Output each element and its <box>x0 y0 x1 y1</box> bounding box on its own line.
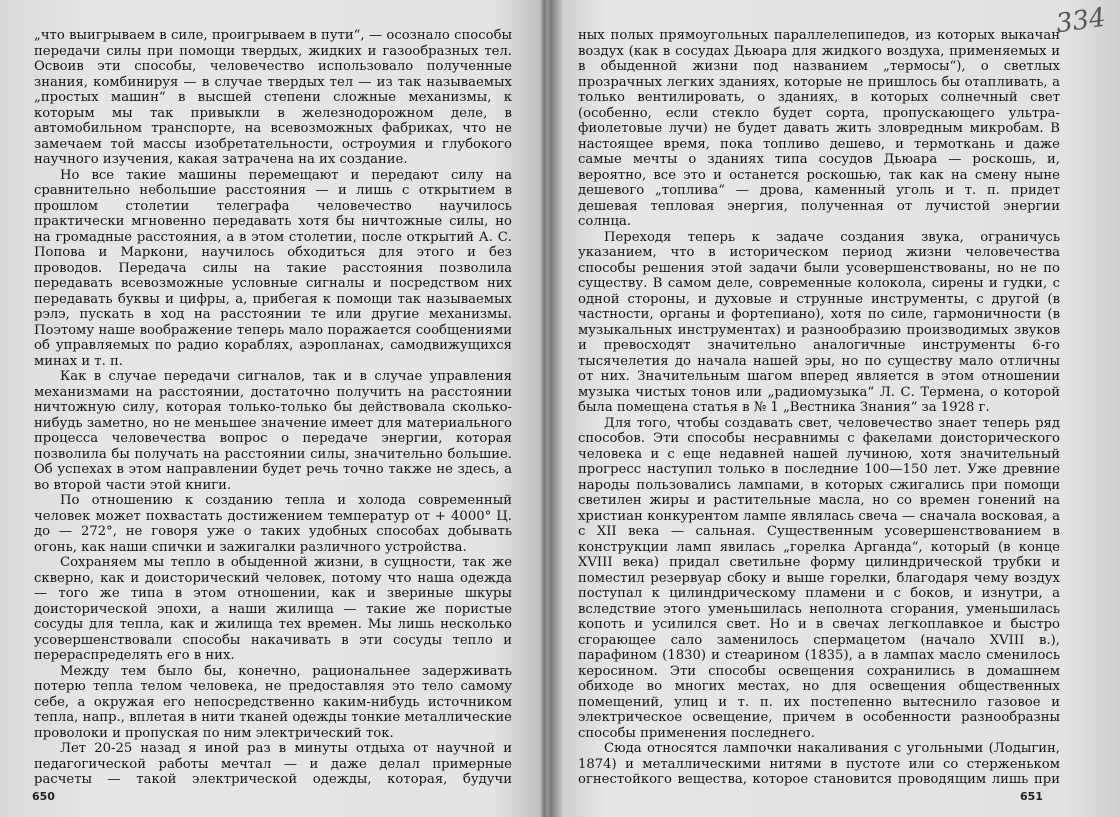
book-gutter <box>540 0 548 817</box>
left-paragraph-6: Между тем было бы, конечно, рациональнее задерживать потерю тепла телом человека, не предоставляя это тело самому себе, а окружая его непосредственно каким-нибудь источником тепла, напр., вплетая в нити тканей одежды тонкие металлические проволоки и пропуская по ним электрический ток. <box>34 663 512 741</box>
left-paragraph-2: Но все такие машины перемещают и передают силу на сравнительно небольшие расстояния — и лишь с открытием в прошлом столетии телеграфа человечество научилось практически мгновенно передавать хотя бы ничтожные силы, но на громадные расстояния, а в этом столетии, после открытий А. С. Попова и Маркони, научилось обходиться для этого и без проводов. Передача силы на такие расстояния позволила передавать всевозможные условные сигналы и посредством них передавать буквы и цифры, а, прибегая к помощи так называемых рэлэ, пускать в ход на расстоянии те или другие механизмы. Поэтому наше воображение теперь мало поражается сообщениями об управляемых по радио кораблях, аэропланах, самодвижущихся минах и т. п. <box>34 167 512 369</box>
right-paragraph-3: Для того, чтобы создавать свет, человечество знает теперь ряд способов. Эти способы несравнимы с факелами доисторического человека и с еще недавней нашей лучиною, хотя значительный прогресс наступил только в последние 100—150 лет. Уже древние народы пользовались лампами, в которых сжигались при помощи светилен жиры и растительные масла, но со времен гонений на христиан конкурентом лампе являлась свеча — сначала восковая, а с XII века — сальная. Существенным усовершенствованием в конструкции ламп явилась „горелка Арганда“, который (в конце XVIII века) придал светильне форму цилиндрической трубки и поместил резервуар сбоку и выше горелки, благодаря чему воздух поступал к цилиндрическому пламени и с боков, и изнутри, а вследствие этого уменьшилась неполнота сгорания, уменьшилась копоть и усилился свет. Но и в свечах легкоплавкое и быстро сгорающее сало заменилось спермацетом (начало XVIII в.), парафином (1830) и стеарином (1835), а в лампах масло сменилось керосином. Эти способы освещения сохранились в домашнем обиходе во многих местах, но для освещения общественных помещений, улиц и т. п. их постепенно вытеснило газовое и электрическое освещение, причем в особенности разнообразны способы применения последнего. <box>578 415 1060 741</box>
left-paragraph-7: Лет 20-25 назад я иной раз в минуты отдыха от научной и педагогической работы мечтал — и даже делал примерные расчеты — такой электрической одежды, которая, будучи <box>34 741 512 787</box>
left-page-number: 650 <box>32 790 55 803</box>
right-paragraph-1: ных полых прямоугольных параллелепипедов, из которых выкачан воздух (как в сосудах Дьюара для жидкого воздуха, применяемых и в обыденной жизни под названием „термосы“), о светлых прозрачных легких зданиях, которые не пришлось бы отапливать, а только вентилировать, о зданиях, в которых солнечный свет (особенно, если стекло будет сорта, пропускающего ультра-фиолетовые лучи) не будет давать жить зловредным микробам. В настоящее время, пока топливо дешево, и термоткань и даже самые мечты о зданиях типа сосудов Дьюара — роскошь, и, вероятно, все это и останется роскошью, так как на смену ныне дешевого „топлива“ — дрова, каменный уголь и т. п. придет дешевая тепловая энергия, полученная от лучистой энергии солнца. <box>578 28 1060 229</box>
right-paragraph-2: Переходя теперь к задаче создания звука, ограничусь указанием, что в историческом период жизни человечества способы решения этой задачи были усовершенствованы, но не по существу. В самом деле, современные колокола, сирены и гудки, с одной стороны, и духовые и струнные инструменты, с другой (в частности, органы и фортепиано), хотя по силе, гармоничности (в музыкальных инструментах) и разнообразию производимых звуков и превосходят значительно аналогичные инструменты 6-го тысячелетия до начала нашей эры, но по существу мало отличны от них. Значительным шагом вперед является в этом отношении музыка чистых тонов или „радиомузыка“ Л. С. Термена, о которой была помещена статья в № 1 „Вестника Знания“ за 1928 г. <box>578 229 1060 415</box>
left-page <box>34 28 512 788</box>
left-paragraph-5: Сохраняем мы тепло в обыденной жизни, в сущности, так же скверно, как и доисторический человек, потому что наша одежда — того же типа в этом отношении, как и звериные шкуры доисторической эпохи, а наши жилища — такие же пористые сосуды для тепла, как и жилища тех времен. Мы лишь несколько усовершенствовали способы накачивать в эти сосуды тепло и перераспределять его в них. <box>34 555 512 663</box>
right-page <box>578 28 1060 788</box>
left-paragraph-1: „что выигрываем в силе, проигрываем в пути“, — осознало способы передачи силы при помощи твердых, жидких и газообразных тел. Освоив эти способы, человечество использовало полученные знания, комбинируя — в случае твердых тел — из так называемых „простых машин“ в высшей степени сложные механизмы, к которым мы так привыкли в железнодорожном деле, в автомобильном транспорте, на всевозможных фабриках, что не замечаем той массы изобретательности, остроумия и глубокого научного изучения, какая затрачена на их создание. <box>34 28 512 167</box>
left-paragraph-4: По отношению к созданию тепла и холода современный человек может похвастать достижением температур от + 4000° Ц. до — 272°, не говоря уже о таких удобных способах добывать огонь, как наши спички и зажигалки различного устройства. <box>34 493 512 555</box>
right-paragraph-4: Сюда относятся лампочки накаливания с угольными (Лодыгин, 1874) и металлическими нитями в пустоте или со стерженьком огнестойкого вещества, которое становится проводящим лишь при <box>578 741 1060 787</box>
handwritten-page-note: 334 <box>1054 2 1108 40</box>
left-paragraph-3: Как в случае передачи сигналов, так и в случае управления механизмами на расстоянии, достаточно получить на расстоянии ничтожную силу, которая только-только бы действовала сколько-нибудь заметно, но не меньшее значение имеет для материального процесса человечества вопрос о передаче энергии, которая позволила бы получать на расстоянии силы, значительно большие. Об успехах в этом направлении будет речь точно также не здесь, а во второй части этой книги. <box>34 369 512 493</box>
right-page-number: 651 <box>1020 790 1043 803</box>
